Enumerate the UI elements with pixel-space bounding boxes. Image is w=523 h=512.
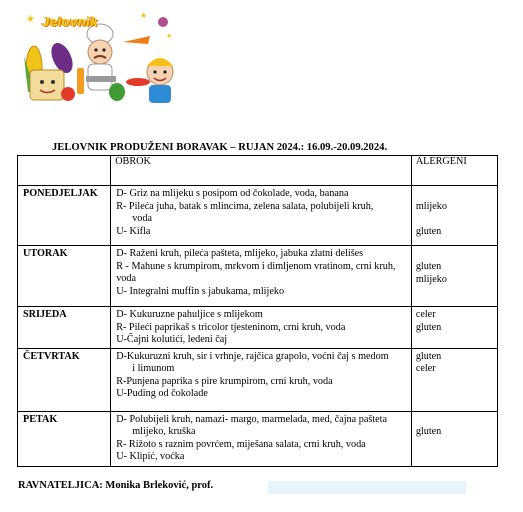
table-header-row: [18, 156, 498, 186]
day-cell: [18, 348, 111, 411]
meal-line: U- Integralni muffin s jabukama, mlijeko: [116, 285, 285, 297]
allergen-item: celer: [415, 363, 436, 375]
allergens-cell: [411, 348, 497, 411]
meal-line: R- Pileća juha, batak s mlincima, zelena salata, polubijeli kruh,: [116, 200, 374, 212]
meal-line: i limunom: [132, 363, 175, 375]
logo-wordmark: Jelovnik: [42, 14, 99, 29]
header-meal-label: OBROK: [115, 156, 151, 167]
meal-line: U-Puding od čokolade: [116, 388, 208, 400]
allergens-cell: [411, 246, 497, 307]
day-cell: [18, 307, 111, 348]
table-row: [18, 307, 498, 348]
svg-text:★: ★: [166, 32, 173, 40]
signature-highlight: [268, 481, 466, 494]
meal-line: D- Griz na mlijeku s posipom od čokolade, voda, banana: [116, 188, 349, 200]
table-row: [18, 246, 498, 307]
meal-line: mlijeko, kruška: [132, 426, 196, 438]
allergens-cell: [411, 411, 497, 466]
meal-cell: [111, 186, 412, 246]
allergens-cell: [411, 186, 497, 246]
meal-cell: [111, 246, 412, 307]
meal-line: U- Klipić, voćka: [116, 451, 185, 463]
allergen-item: gluten: [415, 425, 442, 437]
meal-line: R- Rižoto s raznim povrćem, miješana salata, crni kruh, voda: [116, 438, 366, 450]
allergen-item: celer: [415, 309, 436, 321]
meal-cell: [111, 307, 412, 348]
menu-logo: [20, 8, 178, 108]
table-row: [18, 348, 498, 411]
meal-line: D- Polubijeli kruh, namazi- margo, marmelada, med, čajna pašteta: [116, 413, 388, 425]
meal-line: D-Kukuruzni kruh, sir i vrhnje, rajčica grapolo, voćni čaj s medom: [116, 350, 389, 362]
allergen-item: gluten: [415, 261, 442, 273]
day-label: PONEDJELJAK: [23, 188, 98, 200]
svg-text:★: ★: [26, 14, 35, 25]
day-label: PETAK: [23, 413, 58, 425]
meal-line: D- Raženi kruh, pileća pašteta, mlijeko, jabuka zlatni delišes: [116, 248, 364, 260]
svg-text:★: ★: [140, 11, 148, 20]
meal-line: U-Čajni kolutići, ledeni čaj: [116, 334, 228, 346]
header-meal-cell: [111, 156, 412, 186]
meal-line: R - Mahune s krumpirom, mrkvom i dimljenom vratinom, crni kruh,: [116, 260, 396, 272]
table-row: [18, 186, 498, 246]
meal-line: R- Pileći paprikaš s tricolor tjesteninom, crni kruh, voda: [116, 321, 346, 333]
day-label: UTORAK: [23, 248, 68, 260]
menu-title: JELOVNIK PRODUŽENI BORAVAK – RUJAN 2024.: 16.09.-20.09.2024.: [52, 142, 388, 153]
meal-line: U- Kifla: [116, 225, 151, 237]
meal-cell: [111, 411, 412, 466]
weekly-menu-table: [17, 155, 498, 467]
allergen-item: gluten: [415, 225, 442, 237]
allergen-item: mlijeko: [415, 273, 447, 285]
allergen-item: gluten: [415, 350, 442, 362]
allergens-cell: [411, 307, 497, 348]
meal-line: voda: [116, 273, 136, 285]
header-allergens-label: ALERGENI: [415, 156, 467, 167]
table-row: [18, 411, 498, 466]
day-cell: [18, 186, 111, 246]
day-label: SRIJEDA: [23, 309, 67, 321]
header-day-cell: [18, 156, 111, 186]
day-label: ČETVRTAK: [23, 350, 80, 362]
allergen-item: mlijeko: [415, 201, 447, 213]
meal-line: voda: [132, 213, 152, 225]
header-allergens-cell: [411, 156, 497, 186]
meal-line: R-Punjena paprika s pire krumpirom, crni kruh, voda: [116, 375, 333, 387]
allergen-item: gluten: [415, 321, 442, 333]
meal-line: D- Kukuruzne pahuljice s mlijekom: [116, 309, 263, 321]
meal-cell: [111, 348, 412, 411]
principal-signature: RAVNATELJICA: Monika Brleković, prof.: [18, 480, 214, 491]
day-cell: [18, 411, 111, 466]
day-cell: [18, 246, 111, 307]
